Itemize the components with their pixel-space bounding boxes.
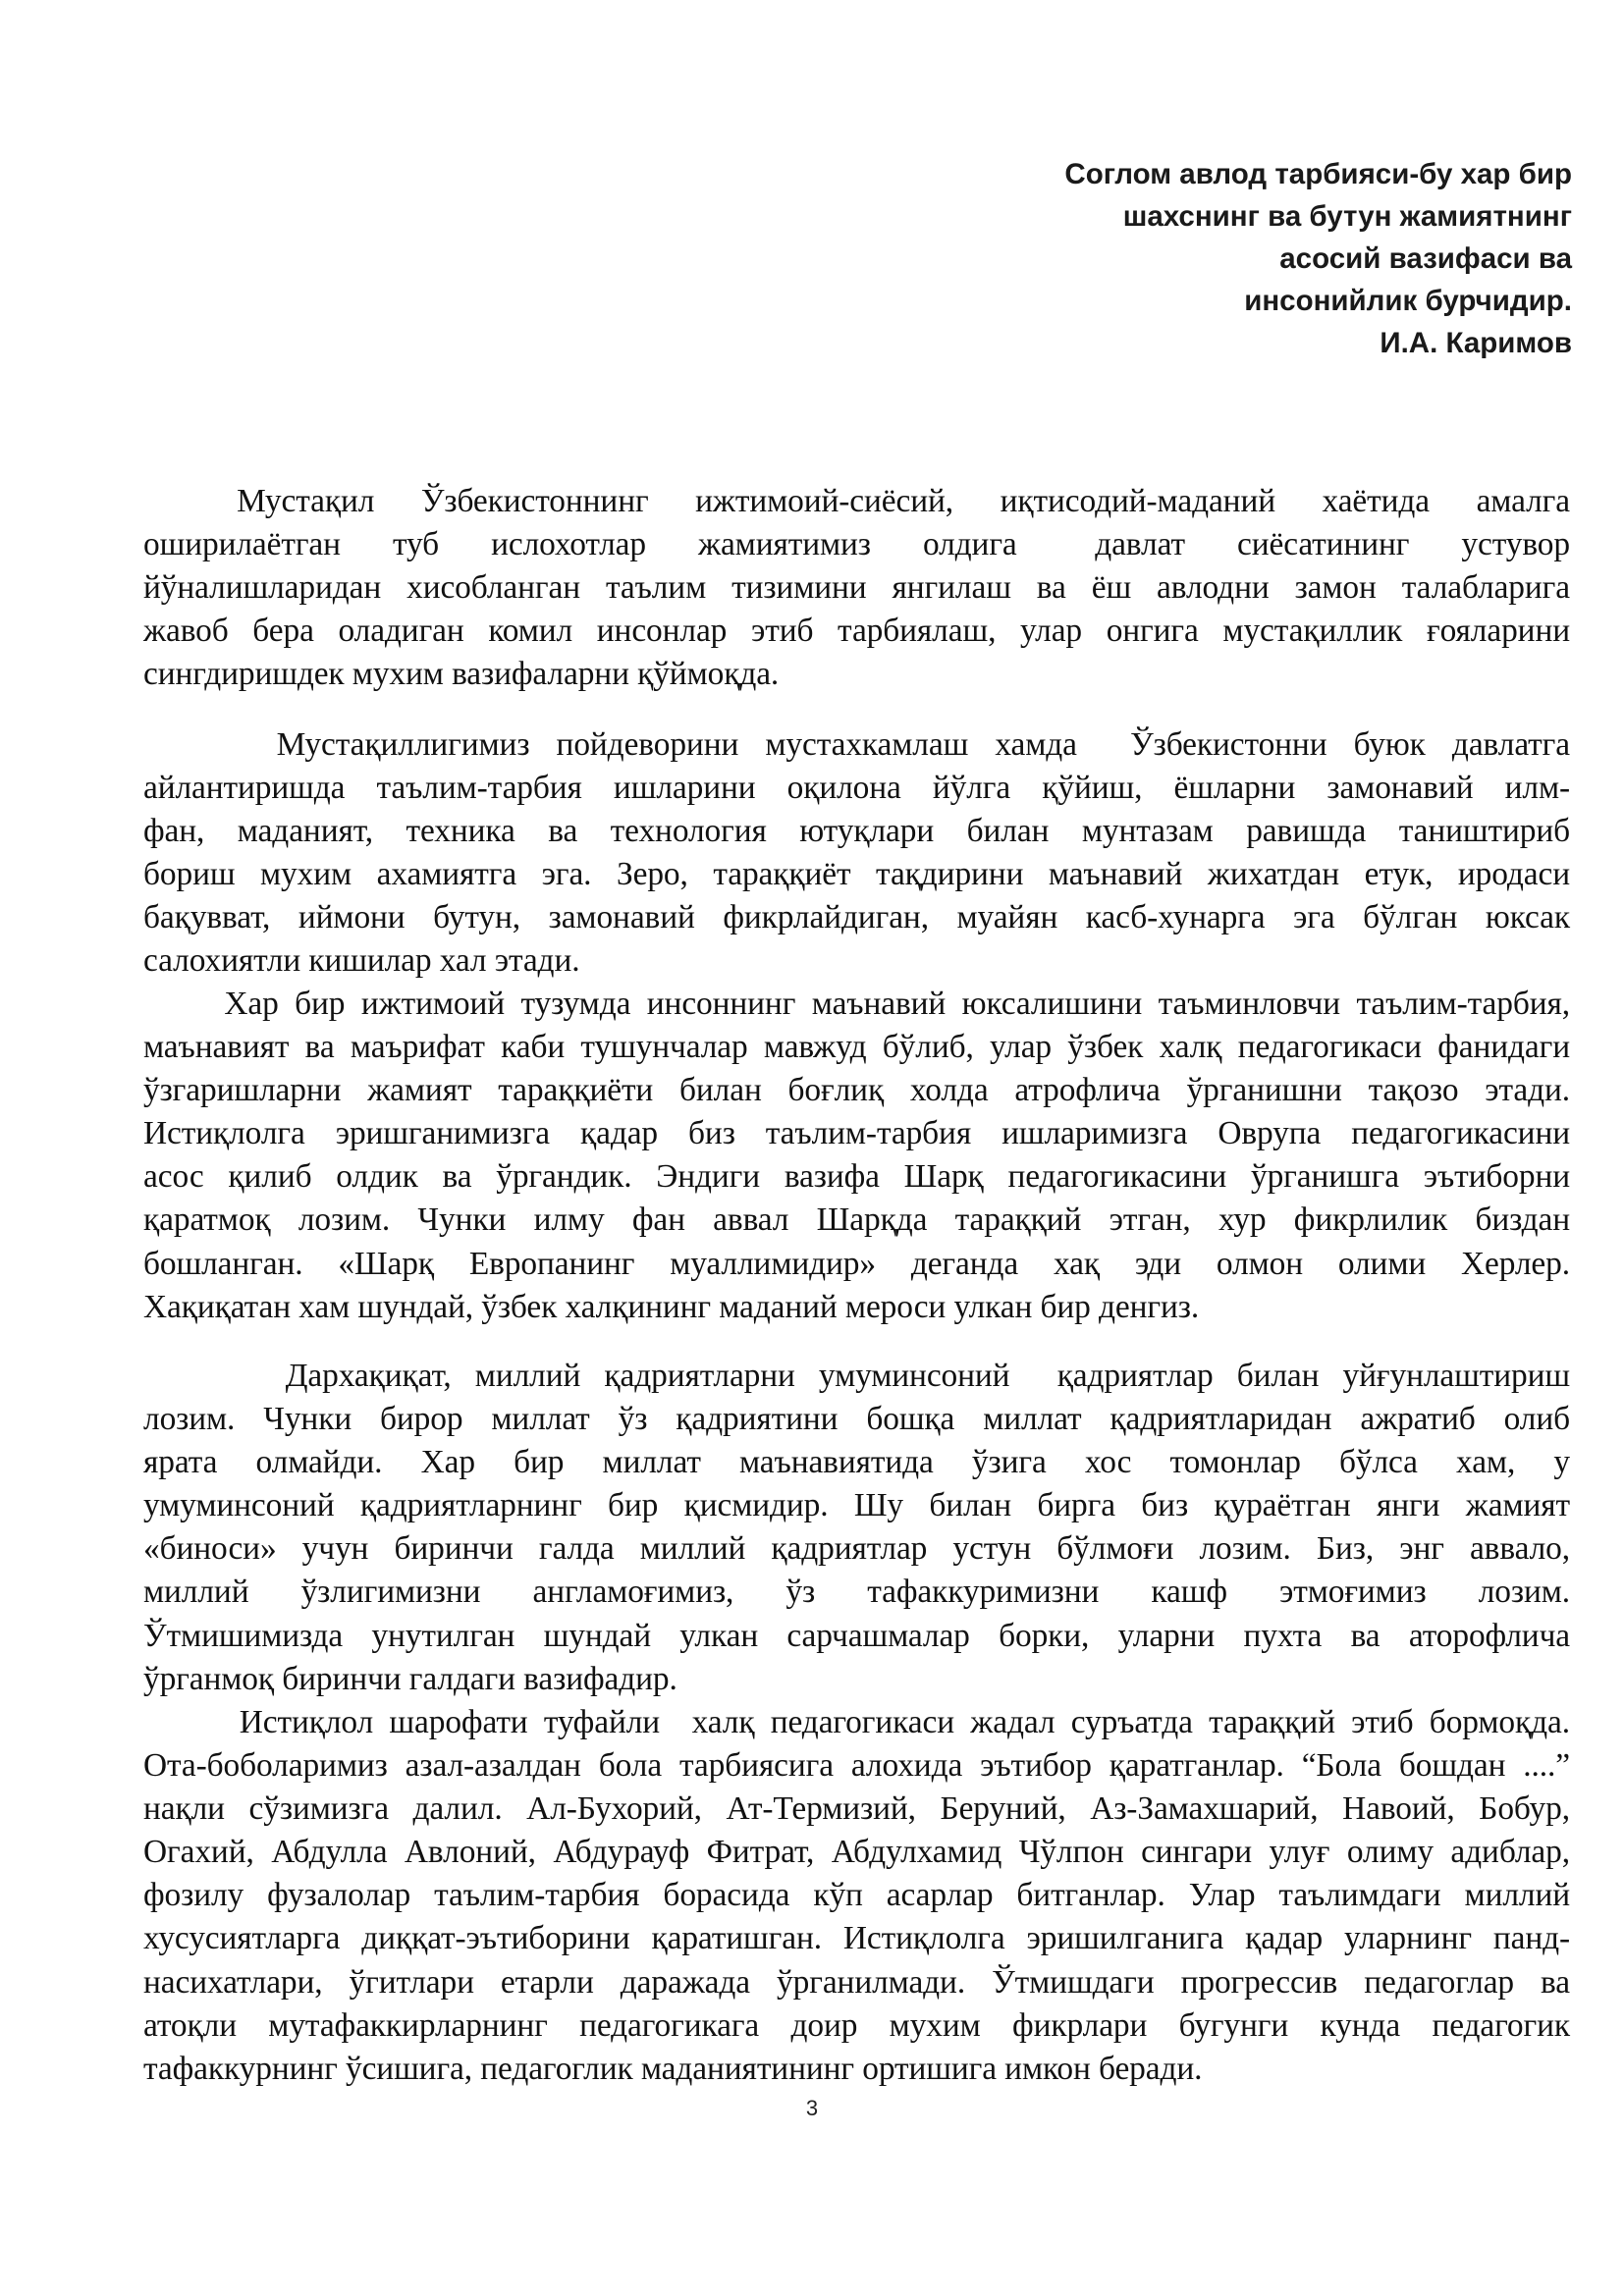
text-line: маънавият ва маърифат каби тушунчалар мавжуд бўлиб, улар ўзбек халқ педагогикаси фанидаги: [143, 1029, 1570, 1066]
text-line: Хар бир ижтимоий тузумда инсоннинг маънавий юксалишини таъминловчи таълим-тарбия,: [143, 986, 1570, 1022]
text-line: асос қилиб олдик ва ўргандик. Эндиги вазифа Шарқ педагогикасини ўрганишга эътиборни: [143, 1158, 1570, 1196]
text-line: «биноси» учун биринчи галда миллий қадриятлар устун бўлмоғи лозим. Биз, энг аввало,: [143, 1530, 1570, 1568]
text-line: ўрганмоқ биринчи галдаги вазифадир.: [143, 1660, 677, 1697]
text-line: Хақиқатан хам шундай, ўзбек халқининг маданий мероси улкан бир денгиз.: [143, 1288, 1200, 1325]
text-line: лозим. Чунки бирор миллат ўз қадриятини бошқа миллат қадриятларидан ажратиб олиб: [143, 1401, 1570, 1438]
epigraph: [590, 153, 1572, 364]
epigraph-line: шахснинг ва бутун жамиятнинг: [1122, 200, 1572, 233]
text-line: бошланган. «Шарқ Европанинг муаллимидир» деганда хақ эди олмон олими Херлер.: [143, 1245, 1570, 1282]
text-line: миллий ўзлигимизни англамоғимиз, ўз тафаккуримизни кашф этмоғимиз лозим.: [143, 1574, 1570, 1611]
text-line: умуминсоний қадриятларнинг бир қисмидир. Шу билан бирга биз қураётган янги жамият: [143, 1487, 1570, 1524]
text-line: атоқли мутафаккирларнинг педагогикага доир мухим фикрлари бугунги кунда педагогик: [143, 2006, 1570, 2044]
text-line: Истиқлолга эришганимизга қадар биз таълим-тарбия ишларимизга Оврупа педагогикасини: [143, 1115, 1570, 1152]
paragraph-5: [143, 1701, 1570, 2091]
text-line: хусусиятларга диққат-эътиборини қаратишган. Истиқлолга эришилганига қадар уларнинг панд-: [143, 1920, 1570, 1957]
epigraph-line: асосий вазифаси ва: [1279, 242, 1572, 275]
epigraph-author: И.А. Каримов: [1380, 327, 1572, 359]
text-line: фозилу фузалолар таълим-тарбия борасида кўп асарлар битганлар. Улар таълимдаги миллий: [143, 1877, 1570, 1914]
text-line: салохиятли кишилар хал этади.: [143, 942, 580, 980]
epigraph-line: Соглом авлод тарбияси-бу хар бир: [1064, 158, 1572, 190]
text-line: Мустақил Ўзбекистоннинг ижтимоий-сиёсий, иқтисодий-маданий хаётида амалга: [143, 483, 1570, 519]
text-line: ярата олмайди. Хар бир миллат маънавиятида ўзига хос томонлар бўлса хам, у: [143, 1444, 1570, 1481]
text-line: оширилаётган туб ислохотлар жамиятимиз олдига давлат сиёсатининг устувор: [143, 526, 1570, 563]
text-line: бориш мухим ахамиятга эга. Зеро, тараққиёт тақдирини маънавий жихатдан етук, иродаси: [143, 856, 1570, 893]
paragraph-1: [143, 480, 1570, 696]
text-line: бақувват, иймони бутун, замонавий фикрлайдиган, муайян касб-хунарга эга бўлган юксак: [143, 899, 1570, 936]
text-line: Ота-боболаримиз азал-азалдан бола тарбиясига алохида эътибор қаратганлар. “Бола бошдан ....”: [143, 1747, 1570, 1785]
paragraph-3: [143, 983, 1570, 1329]
text-line: фан, маданият, техника ва технология ютуқлари билан мунтазам равишда таништириб: [143, 813, 1570, 850]
text-line: тафаккурнинг ўсишига, педагоглик маданиятининг ортишига имкон беради.: [143, 2050, 1203, 2087]
text-line: Огахий, Абдулла Авлоний, Абдурауф Фитрат, Абдулхамид Чўлпон сингари улуғ олиму адиблар,: [143, 1834, 1570, 1871]
text-line: ўзгаришларни жамият тараққиёти билан боғлиқ холда атрофлича ўрганишни тақозо этади.: [143, 1072, 1570, 1109]
paragraph-2: [143, 723, 1570, 984]
text-line: Мустақиллигимиз пойдеворини мустахкамлаш хамда Ўзбекистонни буюк давлатга: [143, 726, 1570, 763]
text-line: Ўтмишимизда унутилган шундай улкан сарчашмалар борки, уларни пухта ва аторофлича: [143, 1617, 1570, 1654]
text-line: қаратмоқ лозим. Чунки илму фан аввал Шарқда тараққий этган, хур фикрлилик биздан: [143, 1201, 1570, 1239]
text-line: жавоб бера оладиган комил инсонлар этиб тарбиялаш, улар онгига мустақиллик ғояларини: [143, 613, 1570, 650]
text-line: нақли сўзимизга далил. Ал-Бухорий, Ат-Термизий, Беруний, Аз-Замахшарий, Навоий, Бобур,: [143, 1790, 1570, 1828]
paragraph-4: [143, 1355, 1570, 1701]
epigraph-line: инсонийлик бурчидир.: [1244, 285, 1572, 317]
text-line: сингдиришдек мухим вазифаларни қўймоқда.: [143, 656, 780, 693]
text-line: насихатлари, ўгитлари етарли даражада ўрганилмади. Ўтмишдаги прогрессив педагоглар ва: [143, 1963, 1570, 2001]
text-line: йўналишларидан хисобланган таълим тизимини янгилаш ва ёш авлодни замон талабларига: [143, 569, 1570, 607]
page-number: 3: [805, 2096, 819, 2120]
text-line: Истиқлол шарофати туфайли халқ педагогикаси жадал суръатда тараққий этиб бормоқда.: [143, 1704, 1570, 1740]
text-line: Дархақиқат, миллий қадриятларни умуминсоний қадриятлар билан уйғунлаштириш: [143, 1358, 1570, 1394]
text-line: айлантиришда таълим-тарбия ишларини оқилона йўлга қўйиш, ёшларни замонавий илм-: [143, 770, 1570, 807]
